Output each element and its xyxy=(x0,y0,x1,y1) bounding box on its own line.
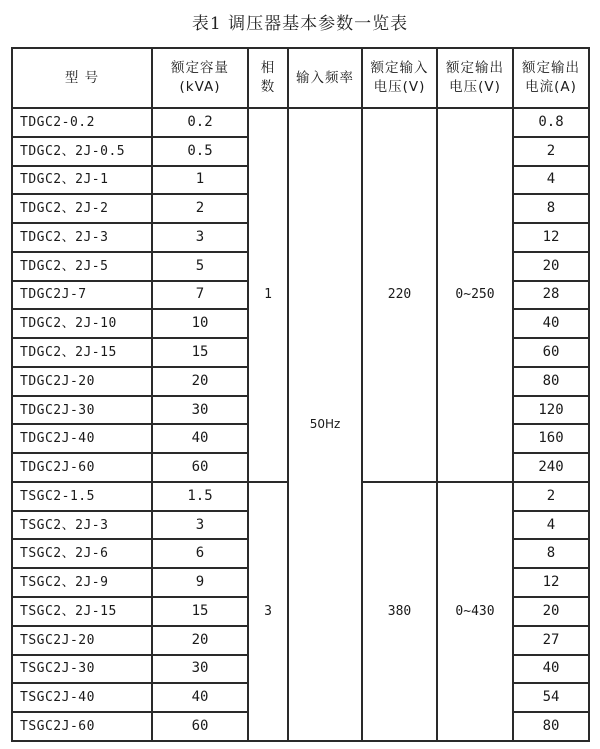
capacity-cell: 10 xyxy=(152,309,248,338)
header-phase xyxy=(248,48,288,108)
capacity-cell: 3 xyxy=(152,511,248,540)
header-cur-line1: 额定输出 xyxy=(522,60,580,76)
capacity-cell: 40 xyxy=(152,683,248,712)
table-title: 表1 调压器基本参数一览表 xyxy=(191,14,409,34)
capacity-cell: 60 xyxy=(152,712,248,741)
capacity-cell: 3 xyxy=(152,223,248,252)
parameter-table xyxy=(11,47,590,742)
model-cell: TSGC2、2J-3 xyxy=(12,511,152,540)
capacity-cell: 60 xyxy=(152,453,248,482)
header-frequency: 输入频率 xyxy=(288,48,362,108)
table-body xyxy=(12,108,589,741)
capacity-cell: 20 xyxy=(152,367,248,396)
current-cell: 20 xyxy=(513,252,589,281)
current-cell: 240 xyxy=(513,453,589,482)
capacity-cell: 30 xyxy=(152,396,248,425)
capacity-cell: 20 xyxy=(152,626,248,655)
header-cur-line2: 电流(A) xyxy=(525,79,577,95)
current-cell: 28 xyxy=(513,281,589,310)
model-cell: TSGC2J-20 xyxy=(12,626,152,655)
model-cell: TSGC2J-60 xyxy=(12,712,152,741)
model-cell: TSGC2、2J-15 xyxy=(12,597,152,626)
capacity-cell: 6 xyxy=(152,539,248,568)
model-cell: TDGC2、2J-5 xyxy=(12,252,152,281)
capacity-cell: 2 xyxy=(152,194,248,223)
capacity-cell: 7 xyxy=(152,281,248,310)
model-cell: TDGC2J-7 xyxy=(12,281,152,310)
model-cell: TSGC2、2J-6 xyxy=(12,539,152,568)
current-cell: 27 xyxy=(513,626,589,655)
model-cell: TSGC2J-30 xyxy=(12,655,152,684)
header-output-voltage xyxy=(437,48,513,108)
current-cell: 2 xyxy=(513,137,589,166)
model-cell: TDGC2、2J-10 xyxy=(12,309,152,338)
current-cell: 40 xyxy=(513,309,589,338)
model-cell: TDGC2-0.2 xyxy=(12,108,152,137)
frequency-cell: 50Hz xyxy=(288,108,362,741)
current-cell: 12 xyxy=(513,568,589,597)
model-cell: TDGC2、2J-1 xyxy=(12,166,152,195)
model-cell: TSGC2、2J-9 xyxy=(12,568,152,597)
current-cell: 2 xyxy=(513,482,589,511)
capacity-cell: 15 xyxy=(152,338,248,367)
capacity-cell: 9 xyxy=(152,568,248,597)
header-vin-line2: 电压(V) xyxy=(373,79,426,95)
model-cell: TDGC2J-30 xyxy=(12,396,152,425)
model-cell: TDGC2J-20 xyxy=(12,367,152,396)
current-cell: 4 xyxy=(513,166,589,195)
current-cell: 80 xyxy=(513,712,589,741)
header-model: 型 号 xyxy=(12,48,152,108)
current-cell: 4 xyxy=(513,511,589,540)
current-cell: 8 xyxy=(513,539,589,568)
capacity-cell: 5 xyxy=(152,252,248,281)
phase-cell: 3 xyxy=(248,482,288,741)
model-cell: TSGC2-1.5 xyxy=(12,482,152,511)
capacity-cell: 15 xyxy=(152,597,248,626)
current-cell: 0.8 xyxy=(513,108,589,137)
capacity-cell: 0.5 xyxy=(152,137,248,166)
capacity-cell: 1 xyxy=(152,166,248,195)
current-cell: 20 xyxy=(513,597,589,626)
header-vout-line1: 额定输出 xyxy=(446,60,504,76)
input-voltage-cell: 220 xyxy=(362,108,437,482)
header-capacity xyxy=(152,48,248,108)
table-row xyxy=(12,108,589,137)
current-cell: 8 xyxy=(513,194,589,223)
header-phase-line2: 数 xyxy=(260,79,276,95)
current-cell: 12 xyxy=(513,223,589,252)
current-cell: 120 xyxy=(513,396,589,425)
header-phase-line1: 相 xyxy=(260,60,276,76)
output-voltage-cell: 0~250 xyxy=(437,108,513,482)
header-capacity-line2: (kVA) xyxy=(179,79,221,95)
table-header xyxy=(12,48,589,108)
capacity-cell: 1.5 xyxy=(152,482,248,511)
model-cell: TDGC2、2J-2 xyxy=(12,194,152,223)
current-cell: 54 xyxy=(513,683,589,712)
header-vout-line2: 电压(V) xyxy=(449,79,501,95)
current-cell: 160 xyxy=(513,424,589,453)
input-voltage-cell: 380 xyxy=(362,482,437,741)
capacity-cell: 30 xyxy=(152,655,248,684)
header-capacity-line1: 额定容量 xyxy=(171,60,229,76)
phase-cell: 1 xyxy=(248,108,288,482)
model-cell: TDGC2J-40 xyxy=(12,424,152,453)
model-cell: TDGC2、2J-0.5 xyxy=(12,137,152,166)
model-cell: TSGC2J-40 xyxy=(12,683,152,712)
model-cell: TDGC2J-60 xyxy=(12,453,152,482)
header-output-current xyxy=(513,48,589,108)
capacity-cell: 0.2 xyxy=(152,108,248,137)
capacity-cell: 40 xyxy=(152,424,248,453)
current-cell: 80 xyxy=(513,367,589,396)
current-cell: 40 xyxy=(513,655,589,684)
header-vin-line1: 额定输入 xyxy=(370,60,429,76)
header-input-voltage xyxy=(362,48,437,108)
current-cell: 60 xyxy=(513,338,589,367)
model-cell: TDGC2、2J-3 xyxy=(12,223,152,252)
model-cell: TDGC2、2J-15 xyxy=(12,338,152,367)
output-voltage-cell: 0~430 xyxy=(437,482,513,741)
